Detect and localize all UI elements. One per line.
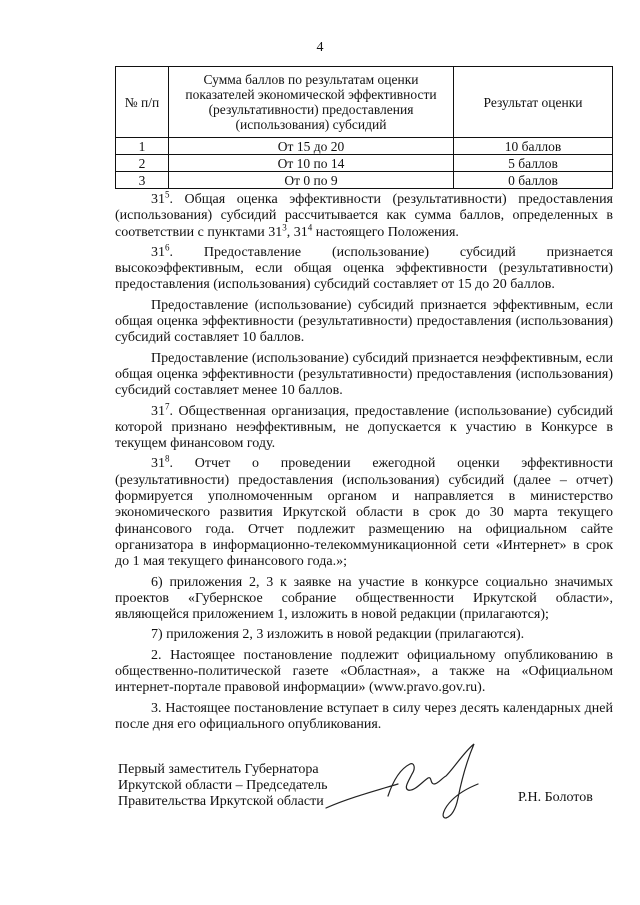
paragraph-31-7 [115,400,613,453]
header-number: № п/п [116,67,169,138]
paragraph-section-3: 3. Настоящее постановление вступает в силу через десять календарных дней после дня его официального опубликования. [115,700,613,732]
signatory-title-line: Правительства Иркутской области [118,794,324,809]
table-header-row [116,67,613,138]
table-cell: 3 [116,172,169,189]
header-result: Результат оценки [454,67,613,138]
table-cell: 10 баллов [454,138,613,155]
reference-superscript: 3 [282,221,287,232]
paragraph-ineffective: Предоставление (использование) субсидий признается неэффективным, если общая оценка эффективности (результативности) предоставления (использования) субсидий составляет менее 10 баллов. [115,350,613,399]
signatory-title-line: Первый заместитель Губернатора [118,762,319,777]
paragraph-text: . Отчет о проведении ежегодной оценки эффективности (результативности) предоставления (использования) субсидий (далее – отчет) формируется уполномоченным органом и направляется в министерство экономического развития Иркутской области в срок до 30 марта текущего финансового года. Отчет подлежит размещению на официальном сайте организатора в информационно-телекоммуникационной сети «Интернет» в срок до 1 мая текущего финансового года.»; [115,456,613,570]
table-cell: От 15 до 20 [169,138,454,155]
header-score-sum: Сумма баллов по результатам оценки показателей экономической эффективности (результативности) предоставления (использования) субсидий [169,67,454,138]
table-row [116,138,613,155]
table-row [116,155,613,172]
page-number: 4 [316,40,324,55]
table-cell: От 0 по 9 [169,172,454,189]
signatory-name: Р.Н. Болотов [518,790,593,805]
table-cell: 2 [116,155,169,172]
paragraph-effective: Предоставление (использование) субсидий признается эффективным, если общая оценка эффективности (результативности) предоставления (использования) субсидий составляет 10 баллов. [115,297,613,346]
paragraph-item-7: 7) приложения 2, 3 изложить в новой редакции (прилагаются). [151,627,525,643]
handwritten-signature [318,738,518,822]
table-cell: От 10 по 14 [169,155,454,172]
clause-number: 31 [151,244,165,260]
paragraph-31-6 [115,242,613,294]
table-cell: 0 баллов [454,172,613,189]
paragraph-31-8 [115,453,613,570]
paragraph-text: . Предоставление (использование) субсидий признается высокоэффективным, если общая оценка эффективности (результативности) предоставления (использования) субсидий составляет от 15 до 20 баллов. [115,244,613,293]
paragraph-text: настоящего Положения. [312,224,459,240]
paragraph-section-2: 2. Настоящее постановление подлежит официальному опубликованию в общественно-политической газете «Областная», а также на «Официальном интернет-портале правовой информации» (www.pravo.gov.ru). [115,647,613,696]
clause-superscript: 5 [165,189,170,200]
paragraph-text: . Общая оценка эффективности (результативности) предоставления (использования) субсидий рассчитывается как сумма баллов, определенных в соответствии с пунктами 31 [115,192,613,240]
paragraph-text: . Общественная организация, предоставление (использование) субсидий которой признано неэффективным, не допускается к участию в Конкурсе в текущем финансовом году. [115,403,613,452]
signatory-title-line: Иркутской области – Председатель [118,778,328,793]
paragraph-item-6: 6) приложения 2, 3 к заявке на участие в конкурсе социально значимых проектов «Губернское собрание общественности Иркутской области», являющейся приложением 1, изложить в новой редакции (прилагаются); [115,574,613,623]
clause-superscript: 8 [165,453,170,464]
clause-superscript: 6 [165,242,170,253]
document-body [115,189,613,737]
paragraph-text: , 31 [286,224,308,240]
clause-superscript: 7 [165,400,170,411]
table-row [116,172,613,189]
table-cell: 1 [116,138,169,155]
clause-number: 31 [151,403,165,419]
signatory-title [118,762,327,810]
clause-number: 31 [151,192,165,207]
clause-number: 31 [151,456,165,472]
reference-superscript: 4 [307,221,313,232]
paragraph-31-5 [115,189,613,241]
table-cell: 5 баллов [454,155,613,172]
score-table [115,66,613,189]
